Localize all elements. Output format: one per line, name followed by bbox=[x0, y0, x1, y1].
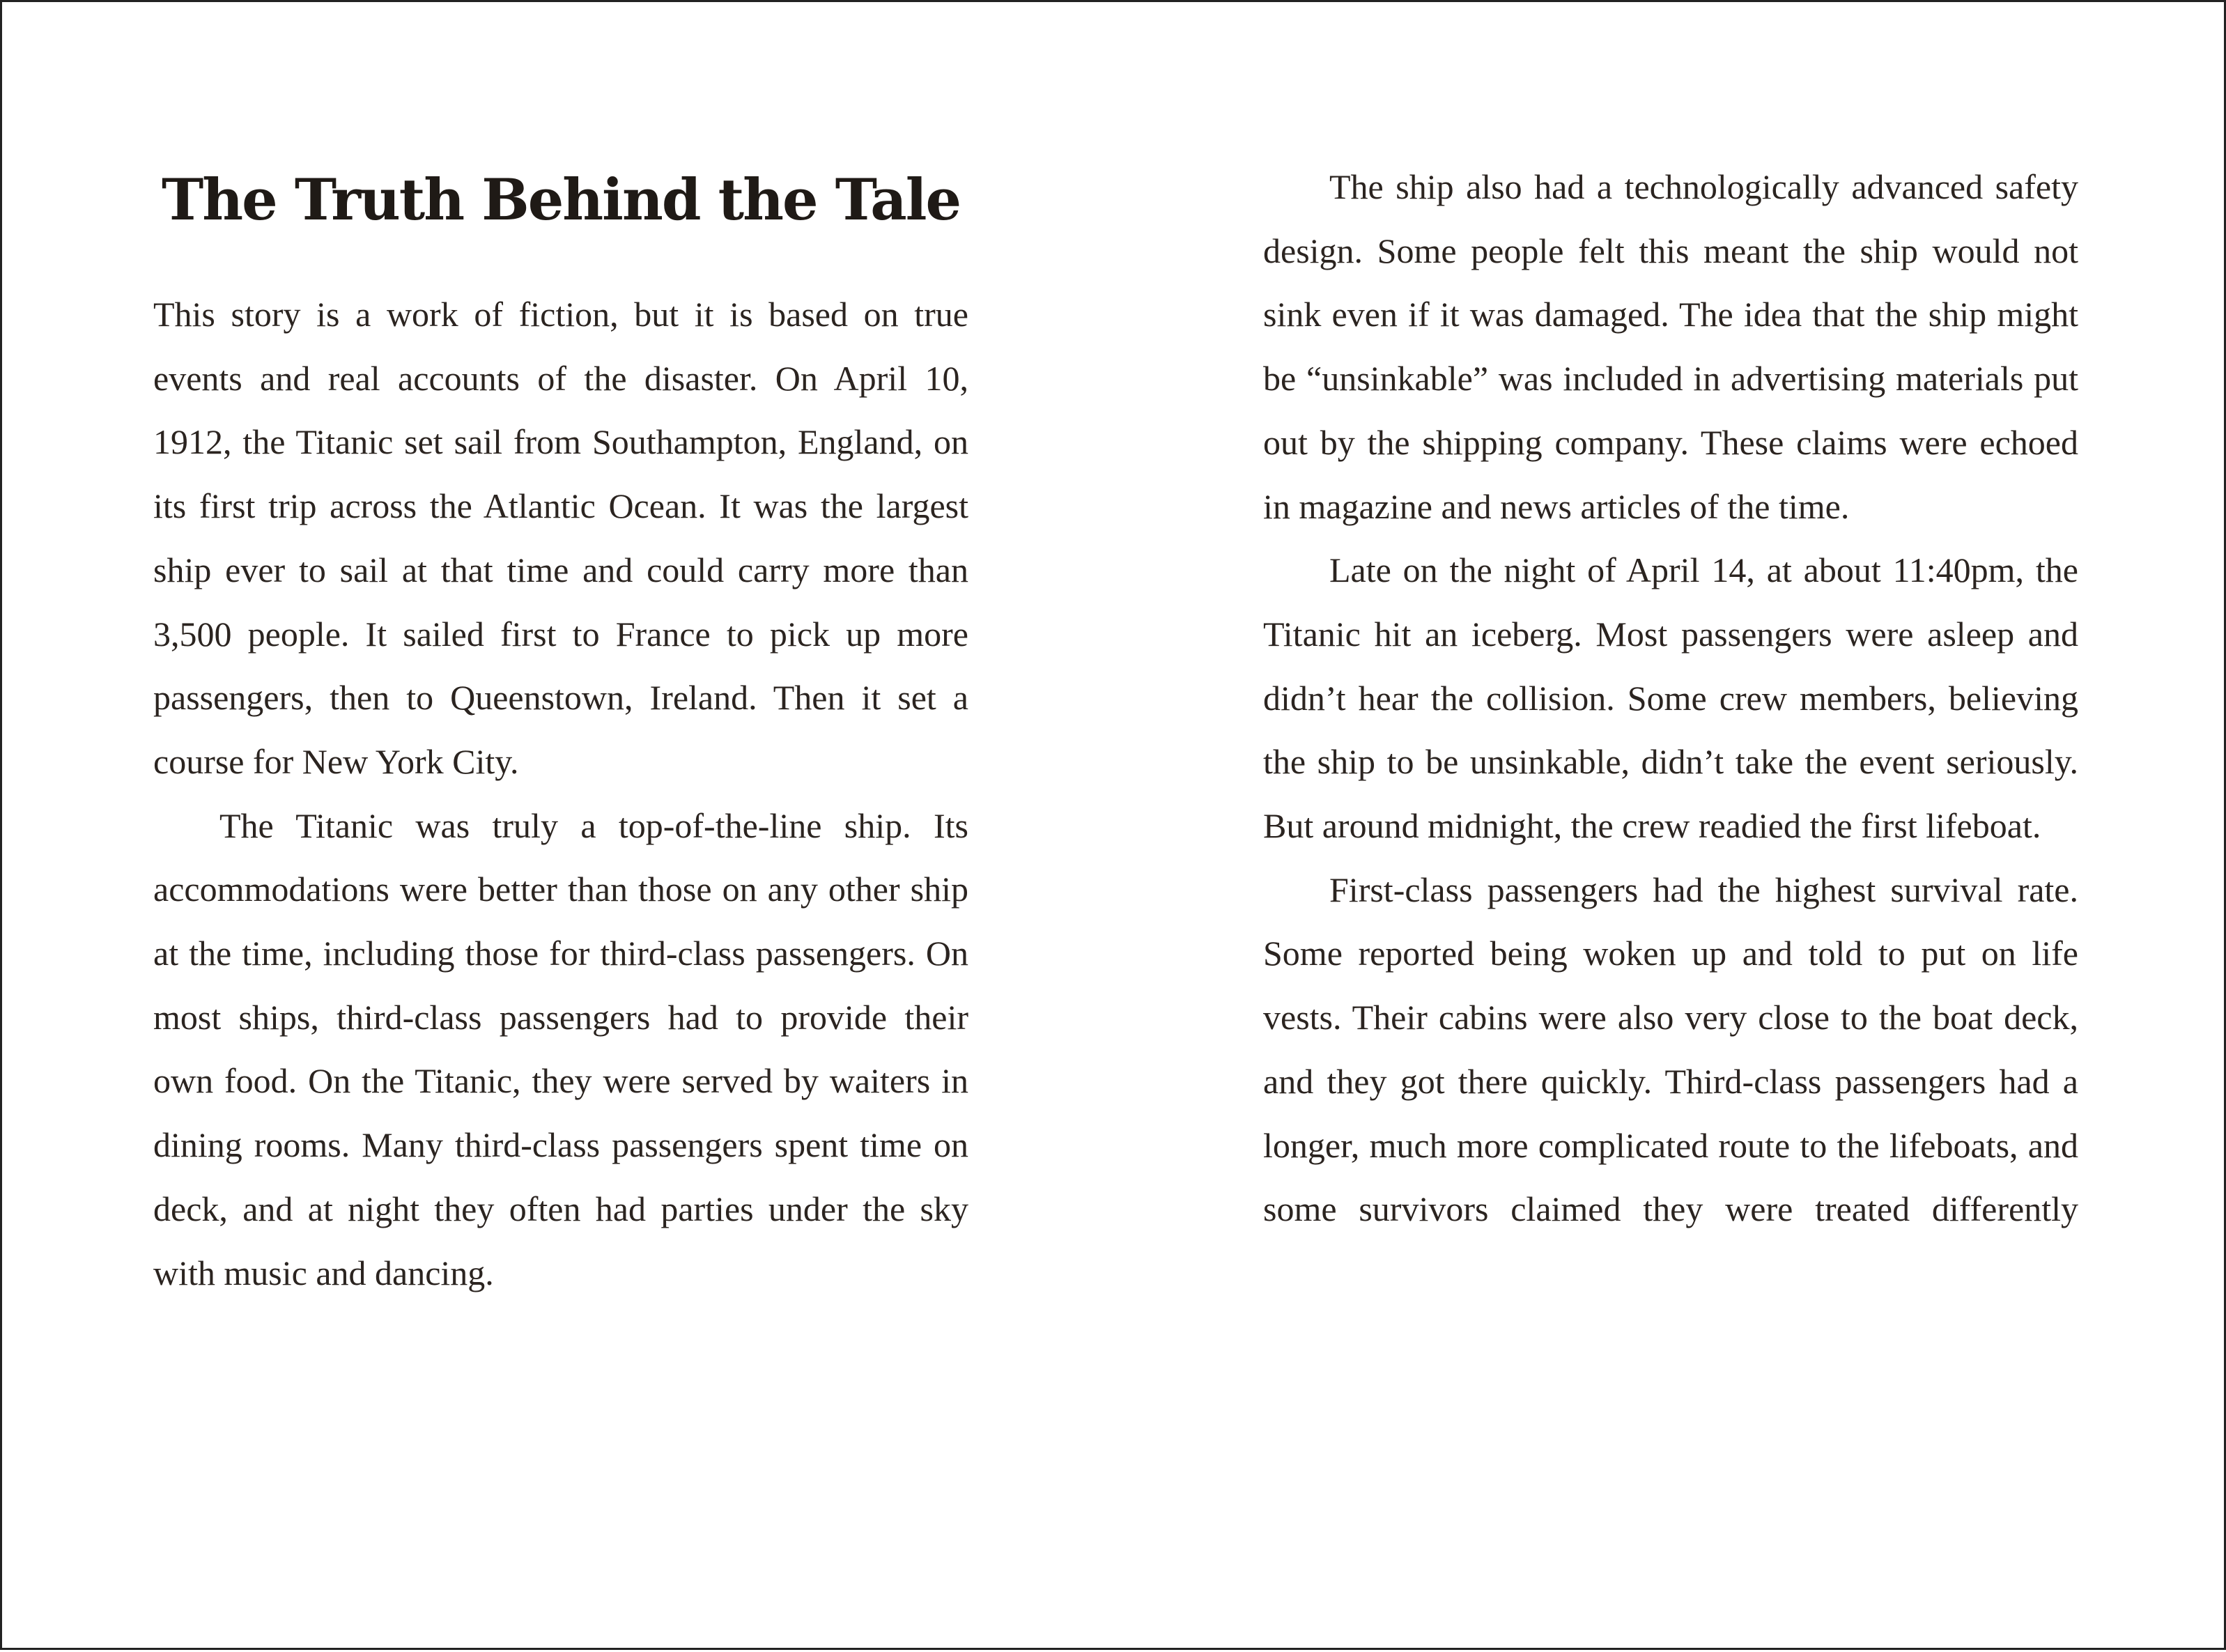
paragraph: First-class passengers had the highest survival rate. Some reported being woken up and told to put on life vests. Their cabins were also very close to the boat deck, and they got there quickly. Third-class passengers had a longer, much more complicated route to the lifeboats, and some survivors claimed they were treated differently bbox=[1263, 870, 2078, 1229]
paragraph: The ship also had a technologically advanced safety design. Some people felt this meant the ship would not sink even if it was damaged. The idea that the ship might be “unsinkable” was included in advertising materials put out by the shipping company. These claims were echoed in magazine and news articles of the time. bbox=[1263, 167, 2078, 526]
right-page bbox=[1263, 2, 2078, 1652]
right-page-body bbox=[1263, 155, 2078, 1242]
page-title: The Truth Behind the Tale bbox=[161, 167, 961, 233]
paragraph: Late on the night of April 14, at about 11:40pm, the Titanic hit an iceberg. Most passengers were asleep and didn’t hear the collision. Some crew members, believing the ship to be unsinkable, didn’t take the event seriously. But around midnight, the crew readied the first lifeboat. bbox=[1263, 550, 2078, 846]
left-page-body bbox=[153, 283, 968, 1305]
paragraph: This story is a work of fiction, but it is based on true events and real accounts of the disaster. On April 10, 1912, the Titanic set sail from Southampton, England, on its first trip across the Atlantic Ocean. It was the largest ship ever to sail at that time and could carry more than 3,500 people. It sailed first to France to pick up more passengers, then to Queenstown, Ireland. Then it set a course for New York City. bbox=[153, 295, 968, 781]
paragraph: The Titanic was truly a top-of-the-line ship. Its accommodations were better than those on any other ship at the time, including those for third-class passengers. On most ships, third-class passengers had to provide their own food. On the Titanic, they were served by waiters in dining rooms. Many third-class passengers spent time on deck, and at night they often had parties under the sky with music and dancing. bbox=[153, 805, 968, 1292]
left-page bbox=[153, 2, 968, 1652]
